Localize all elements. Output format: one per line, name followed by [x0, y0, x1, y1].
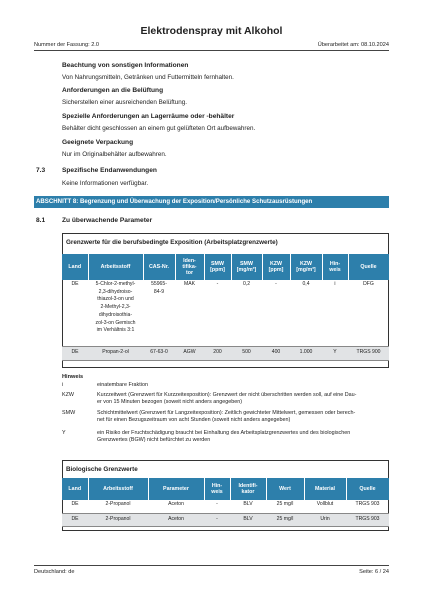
limits-cell: 67-63-0 — [143, 346, 175, 360]
limits-header-cell: Iden- tifika- tor — [175, 254, 204, 280]
exposure-limits-title: Grenzwerte für die berufsbedingte Exposition (Arbeitsplatzgrenzwerte) — [66, 239, 278, 246]
limits-header-cell: KZW [mg/m³] — [290, 254, 322, 280]
bio-header-cell: Material — [304, 478, 346, 500]
limits-cell: i — [322, 280, 348, 346]
limits-cell: Propan-2-ol — [88, 346, 143, 360]
limits-header-cell: SMW [ppm] — [204, 254, 231, 280]
limits-cell: TRGS 900 — [348, 346, 389, 360]
section-7-3-number: 7.3 — [36, 167, 46, 174]
bio-cell: Urin — [304, 513, 346, 526]
storage-note-text: Von Nahrungsmitteln, Getränken und Futtermitteln fernhalten. — [62, 74, 234, 81]
section-7-3-text: Keine Informationen verfügbar. — [62, 180, 149, 187]
note-abbreviation: Y — [62, 430, 66, 436]
bio-cell: 2-Propanol — [88, 500, 148, 513]
limits-cell: 5-Chlor-2-methyl- 2,3-dihydroiso- thiazol-3-on und 2-Methyl-2,3- dihydroisothia- zol-3-on Gemisch im Verhältnis 3:1 — [88, 280, 143, 346]
limits-cell: 400 — [262, 346, 290, 360]
packaging-text: Nur im Originalbehälter aufbewahren. — [62, 151, 167, 158]
bio-header-cell: Hin- weis — [204, 478, 230, 500]
bio-cell: TRGS 903 — [346, 513, 389, 526]
limits-header-cell: Hin- weis — [322, 254, 348, 280]
limits-cell: Y — [322, 346, 348, 360]
bio-cell: - — [204, 513, 230, 526]
bio-header-cell: Arbeitsstoff — [88, 478, 148, 500]
limits-cell: DE — [62, 346, 88, 360]
bio-cell: 25 mg/l — [266, 500, 304, 513]
limits-cell: 200 — [204, 346, 231, 360]
note-abbreviation: KZW — [62, 392, 74, 398]
version-number: Nummer der Fassung: 2.0 — [34, 42, 99, 48]
limits-row — [62, 346, 389, 360]
bio-limits-title: Biologische Grenzwerte — [66, 466, 138, 473]
section-8-bar: ABSCHNITT 8: Begrenzung und Überwachung der Exposition/Persönliche Schutzausrüstungen — [34, 196, 389, 208]
ventilation-heading: Anforderungen an die Belüftung — [62, 87, 164, 94]
bio-cell: Aceton — [148, 500, 204, 513]
footer-divider — [34, 565, 389, 566]
limits-cell: MAK — [175, 280, 204, 346]
storage-note-heading: Beachtung von sonstigen Informationen — [62, 62, 189, 69]
limits-cell: AGW — [175, 346, 204, 360]
limits-row — [62, 280, 389, 346]
limits-cell: DFG — [348, 280, 389, 346]
bio-header-cell: Quelle — [346, 478, 389, 500]
note-description: Kurzzeitwert (Grenzwert für Kurzzeitexposition): Grenzwert der nicht überschritten werden soll, auf eine Dau- er von 15 Minuten bezogen (soweit nicht anders angegeben) — [97, 392, 357, 406]
bio-cell: Vollblut — [304, 500, 346, 513]
bio-cell: 25 mg/l — [266, 513, 304, 526]
limits-cell: 1.000 — [290, 346, 322, 360]
limits-header-cell: CAS-Nr. — [143, 254, 175, 280]
note-description: ein Risiko der Fruchtschädigung braucht bei Einhaltung des Arbeitsplatzgrenzwertes und des biologischen Grenzwertes (BGW) nicht befürchtet zu werden — [97, 430, 351, 444]
storage-rooms-heading: Spezielle Anforderungen an Lagerräume oder -behälter — [62, 113, 235, 120]
bio-cell: BLV — [230, 500, 266, 513]
revision-date: Überarbeitet am: 08.10.2024 — [317, 42, 389, 48]
limits-cell: 0,4 — [290, 280, 322, 346]
bio-header-cell: Identifi- kator — [230, 478, 266, 500]
bio-row — [62, 513, 389, 526]
note-abbreviation: SMW — [62, 410, 76, 416]
limits-cell: - — [204, 280, 231, 346]
storage-rooms-text: Behälter dicht geschlossen an einem gut gelüfteten Ort aufbewahren. — [62, 125, 256, 132]
footer-page-number: Seite: 6 / 24 — [359, 569, 389, 575]
note-description: einatembare Fraktion — [97, 382, 148, 388]
limits-header-cell: Land — [62, 254, 88, 280]
limits-cell: DE — [62, 280, 88, 346]
packaging-heading: Geeignete Verpackung — [62, 139, 134, 146]
section-8-1-number: 8.1 — [36, 217, 46, 224]
document-title: Elektrodenspray mit Alkohol — [140, 25, 283, 37]
limits-cell: 0,2 — [231, 280, 262, 346]
bio-header-cell: Parameter — [148, 478, 204, 500]
notes-heading: Hinweis — [62, 374, 84, 380]
bio-cell: TRGS 903 — [346, 500, 389, 513]
bio-header-cell: Land — [62, 478, 88, 500]
limits-cell: 55965- 84-9 — [143, 280, 175, 346]
bio-cell: BLV — [230, 513, 266, 526]
bio-cell: DE — [62, 500, 88, 513]
bio-cell: DE — [62, 513, 88, 526]
header-divider — [34, 50, 389, 51]
ventilation-text: Sicherstellen einer ausreichenden Belüftung. — [62, 99, 187, 106]
section-7-3-heading: Spezifische Endanwendungen — [62, 167, 157, 174]
bio-row — [62, 500, 389, 513]
note-abbreviation: i — [62, 382, 64, 388]
footer-country: Deutschland: de — [34, 569, 75, 575]
limits-cell: - — [262, 280, 290, 346]
limits-header-cell: Quelle — [348, 254, 389, 280]
exposure-limits-table — [62, 254, 390, 361]
bio-cell: - — [204, 500, 230, 513]
limits-cell: 500 — [231, 346, 262, 360]
section-8-1-heading: Zu überwachende Parameter — [62, 217, 153, 224]
bio-limits-table — [62, 478, 390, 527]
bio-cell: Aceton — [148, 513, 204, 526]
note-description: Schichtmittelwert (Grenzwert für Langzeitexposition): Zeitlich gewichteter Mittelwert, gemessen oder berech- net für einen Bezugszeitraum von acht Stunden (soweit nicht anders angegeben) — [97, 410, 356, 424]
limits-header-cell: KZW [ppm] — [262, 254, 290, 280]
limits-header-cell: SMW [mg/m³] — [231, 254, 262, 280]
bio-header-cell: Wert — [266, 478, 304, 500]
limits-header-cell: Arbeitsstoff — [88, 254, 143, 280]
bio-cell: 2-Propanol — [88, 513, 148, 526]
